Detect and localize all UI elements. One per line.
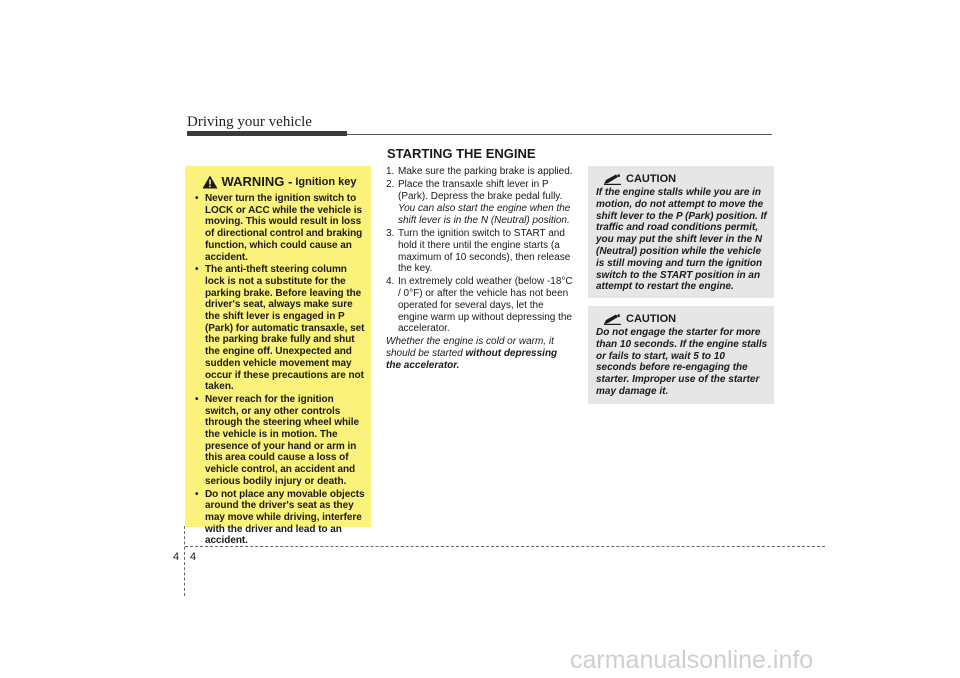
closing-emphasis: without depressing the accelerator.	[386, 347, 558, 371]
step-text: In extremely cold weather (below -18°C / 0°F) or after the vehicle has not been operated for several days, let the engine warm up without depressing the accelerator.	[398, 276, 573, 335]
step-text: Place the transaxle shift lever in P (Park). Depress the brake pedal fully.	[398, 178, 563, 202]
section-title: STARTING THE ENGINE	[387, 146, 536, 161]
step-text: Turn the ignition switch to START and hold it there until the engine starts (a maximum of 10 seconds), then release the key.	[398, 227, 571, 275]
page-header-title: Driving your vehicle	[187, 114, 312, 130]
caution-text: If the engine stalls while you are in motion, do not attempt to move the shift lever to the P (Park) position. If traffic and road conditions permit, you may put the shift lever in the N (Neutral) position while the vehicle is still moving and turn the ignition switch to the START position in an attempt to restart the engine.	[596, 187, 767, 293]
step-item	[386, 228, 574, 275]
warning-header	[193, 174, 365, 189]
warning-item: • Never reach for the ignition switch, or any other controls through the steering wheel while the vehicle is in motion. The presence of your hand or arm in this area could cause a loss of vehicle control, an accident and serious bodily injury or death.	[193, 394, 365, 488]
warning-title: WARNING -	[221, 174, 293, 189]
step-number: 1.	[386, 166, 395, 177]
footer-divider	[184, 526, 185, 596]
header-rule	[347, 134, 772, 135]
warning-subtitle: Ignition key	[295, 175, 357, 188]
step-item	[386, 179, 574, 203]
warning-box	[185, 166, 371, 547]
caution-title: CAUTION	[626, 313, 677, 325]
caution-header	[604, 173, 768, 185]
step-item	[386, 166, 574, 178]
closing-note	[386, 336, 574, 371]
warning-item: • Do not place any movable objects around the driver's seat as they may move while driving, interfere with the driver and lead to an accident.	[193, 489, 365, 548]
step-note: You can also start the engine when the shift lever is in the N (Neutral) position.	[398, 203, 571, 227]
footer-rule	[185, 546, 825, 547]
caution-box-starter	[588, 306, 774, 404]
step-text: Make sure the parking brake is applied.	[398, 166, 573, 177]
steps-list	[386, 166, 574, 372]
caution-pencil-icon	[604, 174, 621, 185]
step-number: 2.	[386, 178, 395, 190]
header-bar	[187, 131, 347, 136]
warning-item: • The anti-theft steering column lock is not a substitute for the parking brake. Before leaving the driver's seat, always make sure the shift lever is engaged in P (Park) for automatic transaxle, set the parking brake fully and shut the engine off. Unexpected and sudden vehicle movement may occur if these precautions are not taken.	[193, 264, 365, 393]
step-number: 3.	[386, 227, 395, 239]
caution-header	[604, 313, 768, 325]
step-item	[386, 276, 574, 335]
caution-box-stall	[588, 166, 774, 298]
caution-text: Do not engage the starter for more than 10 seconds. If the engine stalls or fails to start, wait 5 to 10 seconds before re-engaging the starter. Improper use of the starter may damage it.	[596, 327, 768, 397]
watermark: carmanualsonline.info	[570, 646, 814, 674]
page-number: 4	[190, 551, 197, 563]
caution-pencil-icon	[604, 314, 621, 325]
step-number: 4.	[386, 276, 395, 288]
closing-lead: Whether the engine is cold or warm, it should be started	[386, 336, 554, 359]
caution-title: CAUTION	[626, 173, 677, 185]
warning-triangle-icon	[202, 175, 218, 189]
chapter-number: 4	[173, 551, 180, 563]
warning-list	[193, 193, 365, 547]
warning-item: • Never turn the ignition switch to LOCK or ACC while the vehicle is moving. This would result in loss of directional control and braking function, which could cause an accident.	[193, 193, 365, 263]
